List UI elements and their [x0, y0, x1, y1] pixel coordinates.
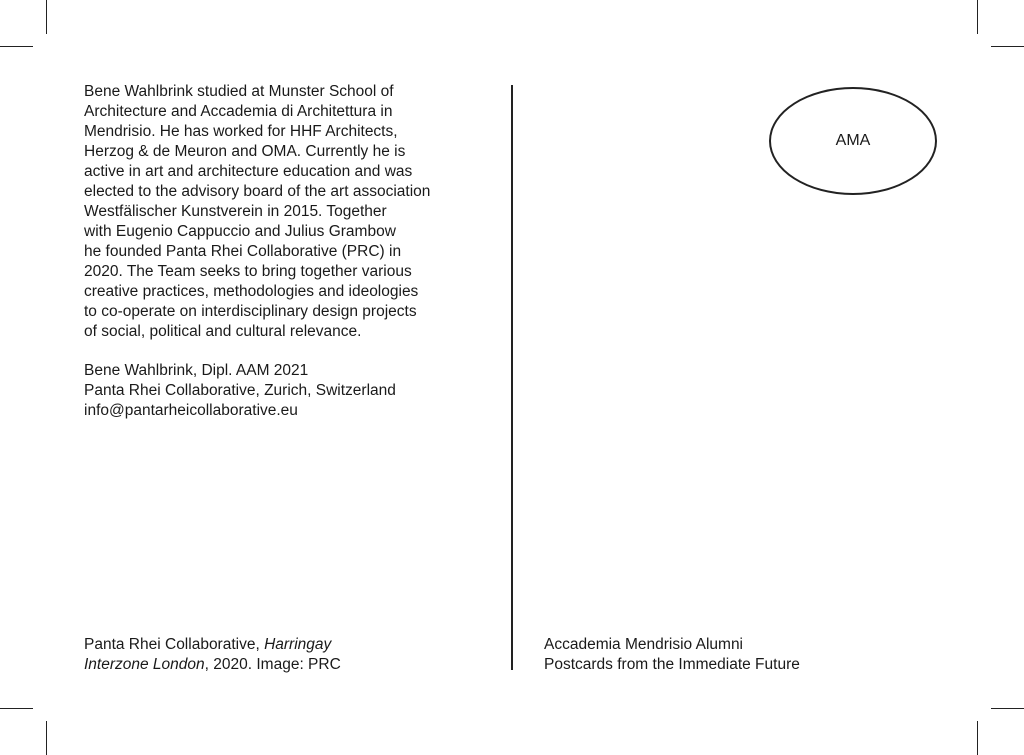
crop-mark-top-right-horizontal: [991, 46, 1024, 47]
biography-paragraph: Bene Wahlbrink studied at Munster School of Architecture and Accademia di Architettura in Mendrisio. He has worked for HHF Architects, Herzog & de Meuron and OMA. Currently he is active in art and architecture education and was elected to the advisory board of the art association Westfälischer Kunstverein in 2015. Together with Eugenio Cappuccio and Julius Grambow he founded Panta Rhei Collaborative (PRC) in 2020. The Team seeks to bring together various creative practices, methodologies and ideologies to co-operate on interdisciplinary design projects of social, political and cultural relevance.: [84, 83, 431, 340]
caption-line-2: [84, 655, 341, 675]
contact-affiliation: Panta Rhei Collaborative, Zurich, Switzerland: [84, 382, 396, 399]
stamp-label: AMA: [835, 132, 871, 149]
caption-author: Panta Rhei Collaborative,: [84, 636, 265, 653]
footer-line-2: Postcards from the Immediate Future: [544, 656, 800, 673]
caption-line-1: [84, 635, 341, 655]
image-caption: [84, 635, 341, 675]
contact-block: [84, 361, 494, 421]
caption-title-part2: Interzone London: [84, 656, 205, 673]
footer-line-1: Accademia Mendrisio Alumni: [544, 636, 744, 653]
crop-mark-bottom-right-vertical: [977, 721, 978, 755]
crop-mark-bottom-right-horizontal: [991, 708, 1024, 709]
postcard-divider: [511, 85, 513, 670]
contact-name: Bene Wahlbrink, Dipl. AAM 2021: [84, 362, 309, 379]
stamp-ellipse: [769, 87, 937, 195]
caption-suffix: , 2020. Image: PRC: [204, 656, 341, 673]
crop-mark-top-left-horizontal: [0, 46, 33, 47]
crop-mark-bottom-left-vertical: [46, 721, 47, 755]
crop-mark-top-right-vertical: [977, 0, 978, 34]
crop-mark-bottom-left-horizontal: [0, 708, 33, 709]
caption-title-part1: Harringay: [264, 636, 332, 653]
contact-email[interactable]: info@pantarheicollaborative.eu: [84, 402, 298, 419]
publication-footer: [544, 635, 800, 675]
crop-mark-top-left-vertical: [46, 0, 47, 34]
